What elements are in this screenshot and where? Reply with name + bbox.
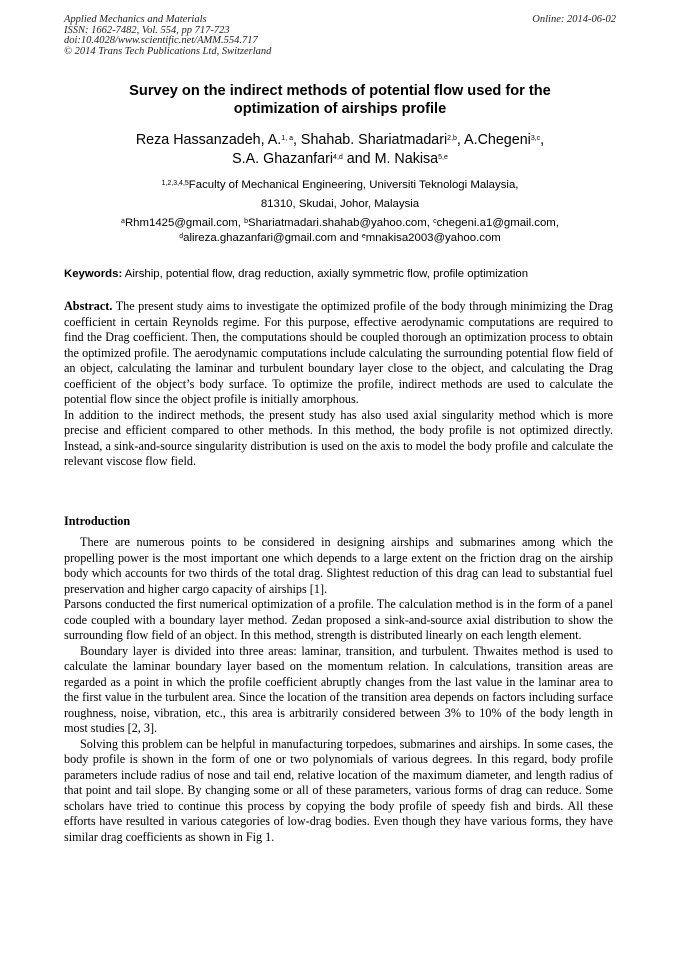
copyright-line: © 2014 Trans Tech Publications Ltd, Switzerland	[64, 45, 272, 57]
abstract	[64, 299, 613, 470]
intro-paragraph-3: Boundary layer is divided into three areas: laminar, transition, and turbulent. Thwaites method is used to calculate the laminar boundary layer based on the momentum relation. In calculations, transition areas are regarded as a point in which the profile coefficient abruptly changes from the last value in the laminar area to the first value in the turbulent area. Since the location of the transition area depends on factors including surface roughness, noise, vibration, etc., this area is arbitrarily considered between 3% to 10% of the body length in most studies [2, 3].	[64, 643, 613, 735]
author-3: , A.Chegeni	[456, 132, 531, 148]
introduction-body	[64, 535, 613, 845]
author-5-sup: 5,e	[438, 154, 448, 161]
abstract-paragraph-1	[64, 299, 613, 408]
author-line-2	[64, 150, 616, 169]
author-1-sup: 1, a	[281, 135, 293, 142]
email-c: chegeni.a1@gmail.com,	[436, 217, 559, 229]
email-b: Shariatmadari.shahab@yahoo.com,	[248, 217, 434, 229]
keywords-text: Airship, potential flow, drag reduction, axially symmetric flow, profile optimization	[122, 268, 529, 280]
paper-title	[64, 82, 616, 118]
abstract-label: Abstract.	[64, 299, 113, 313]
journal-name: Applied Mechanics and Materials	[64, 14, 207, 25]
author-1: Reza Hassanzadeh, A.	[135, 132, 282, 148]
affiliation-line-2: 81310, Skudai, Johor, Malaysia	[260, 198, 420, 210]
author-4-sup: 4,d	[333, 154, 343, 161]
author-3-end: ,	[540, 132, 545, 148]
email-e: mnakisa2003@yahoo.com	[365, 232, 501, 244]
issn-line: ISSN: 1662-7482, Vol. 554, pp 717-723	[64, 24, 230, 36]
email-line-2	[64, 231, 616, 246]
author-3-sup: 3,c	[530, 135, 541, 142]
keywords	[64, 267, 624, 282]
author-4: S.A. Ghazanfari	[232, 151, 334, 167]
title-line-2: optimization of airships profile	[233, 101, 447, 117]
section-heading-introduction: Introduction	[64, 514, 131, 528]
intro-paragraph-4: Solving this problem can be helpful in manufacturing torpedoes, submarines and airships. In some cases, the body profile is shown in the form of one or two polynomials of various degrees. In this regard, body profile parameters include radius of nose and tail end, relative location of the maximum diameter, and length radius of that point and tail slope. By changing some or all of these parameters, various forms of drag can reduce. Some scholars have tried to continue this process by copying the body profile of speedy fish and birds. All these efforts have resulted in various categories of low-drag bodies. Even though they have various forms, they have similar drag coefficients as shown in Fig 1.	[64, 736, 613, 844]
author-list	[64, 131, 616, 169]
abstract-paragraph-2: In addition to the indirect methods, the present study has also used axial singularity method which is more precise and efficient compared to other methods. In this method, the body profile is not optimized directly. Instead, a sink-and-source singularity distribution is used on the axis to model the body profile and calculate the relevant viscose flow field.	[64, 407, 613, 468]
affiliation-sup: 1,2,3,4,5	[161, 180, 189, 187]
affiliation-text: Faculty of Mechanical Engineering, Universiti Teknologi Malaysia,	[188, 179, 519, 191]
author-5: and M. Nakisa	[342, 151, 439, 167]
email-line-1	[64, 216, 616, 231]
email-b-sup: b	[244, 218, 249, 225]
keywords-label: Keywords:	[64, 268, 123, 280]
email-e-sup: e	[361, 233, 366, 240]
author-2: , Shahab. Shariatmadari	[292, 132, 448, 148]
intro-paragraph-1: There are numerous points to be considered in designing airships and submarines among which the propelling power is the most important one which depends to a large extent on the friction drag on the airship body which accounts for two thirds of the total drag. Slightest reduction of this drag can lead to substantial fuel preservation and higher cargo capacity of airships [1].	[64, 535, 613, 596]
email-a-sup: a	[121, 218, 125, 225]
author-line-1	[64, 131, 616, 150]
intro-paragraph-2: Parsons conducted the first numerical optimization of a profile. The calculation method is in the form of a panel code coupled with a boundary layer method. Zedan proposed a sink-and-source axial distribution to show the surrounding flow field of an object. In this method, strength is distributed linearly on each length element.	[64, 597, 613, 642]
affiliation	[64, 176, 616, 214]
email-d: alireza.ghazanfari@gmail.com and	[183, 232, 362, 244]
doi-line: doi:10.4028/www.scientific.net/AMM.554.717	[64, 35, 258, 47]
online-date: Online: 2014-06-02	[532, 14, 616, 25]
email-d-sup: d	[179, 233, 184, 240]
abstract-text-1: The present study aims to investigate the optimized profile of the body through minimizing the Drag coefficient in certain Reynolds regime. For this purpose, effective aerodynamic computations are required to find the Drag coefficient. Then, the computations should be coupled thorough an optimization process to obtain the optimized profile. The aerodynamic computations include calculating the surrounding potential flow field of an object, calculating the laminar and turbulent boundary layer close to the object, and calculating the Drag coefficient of the object’s body surface. To optimize the profile, indirect methods are used to calculate the potential flow since the object profile is initially amorphous.	[64, 299, 613, 406]
affiliation-line-1	[64, 176, 616, 195]
title-line-1: Survey on the indirect methods of potential flow used for the	[129, 83, 551, 99]
email-c-sup: c	[433, 218, 437, 225]
author-2-sup: 2,b	[447, 135, 457, 142]
email-a: Rhm1425@gmail.com,	[124, 217, 245, 229]
publication-header	[64, 15, 616, 57]
email-list	[64, 216, 616, 246]
